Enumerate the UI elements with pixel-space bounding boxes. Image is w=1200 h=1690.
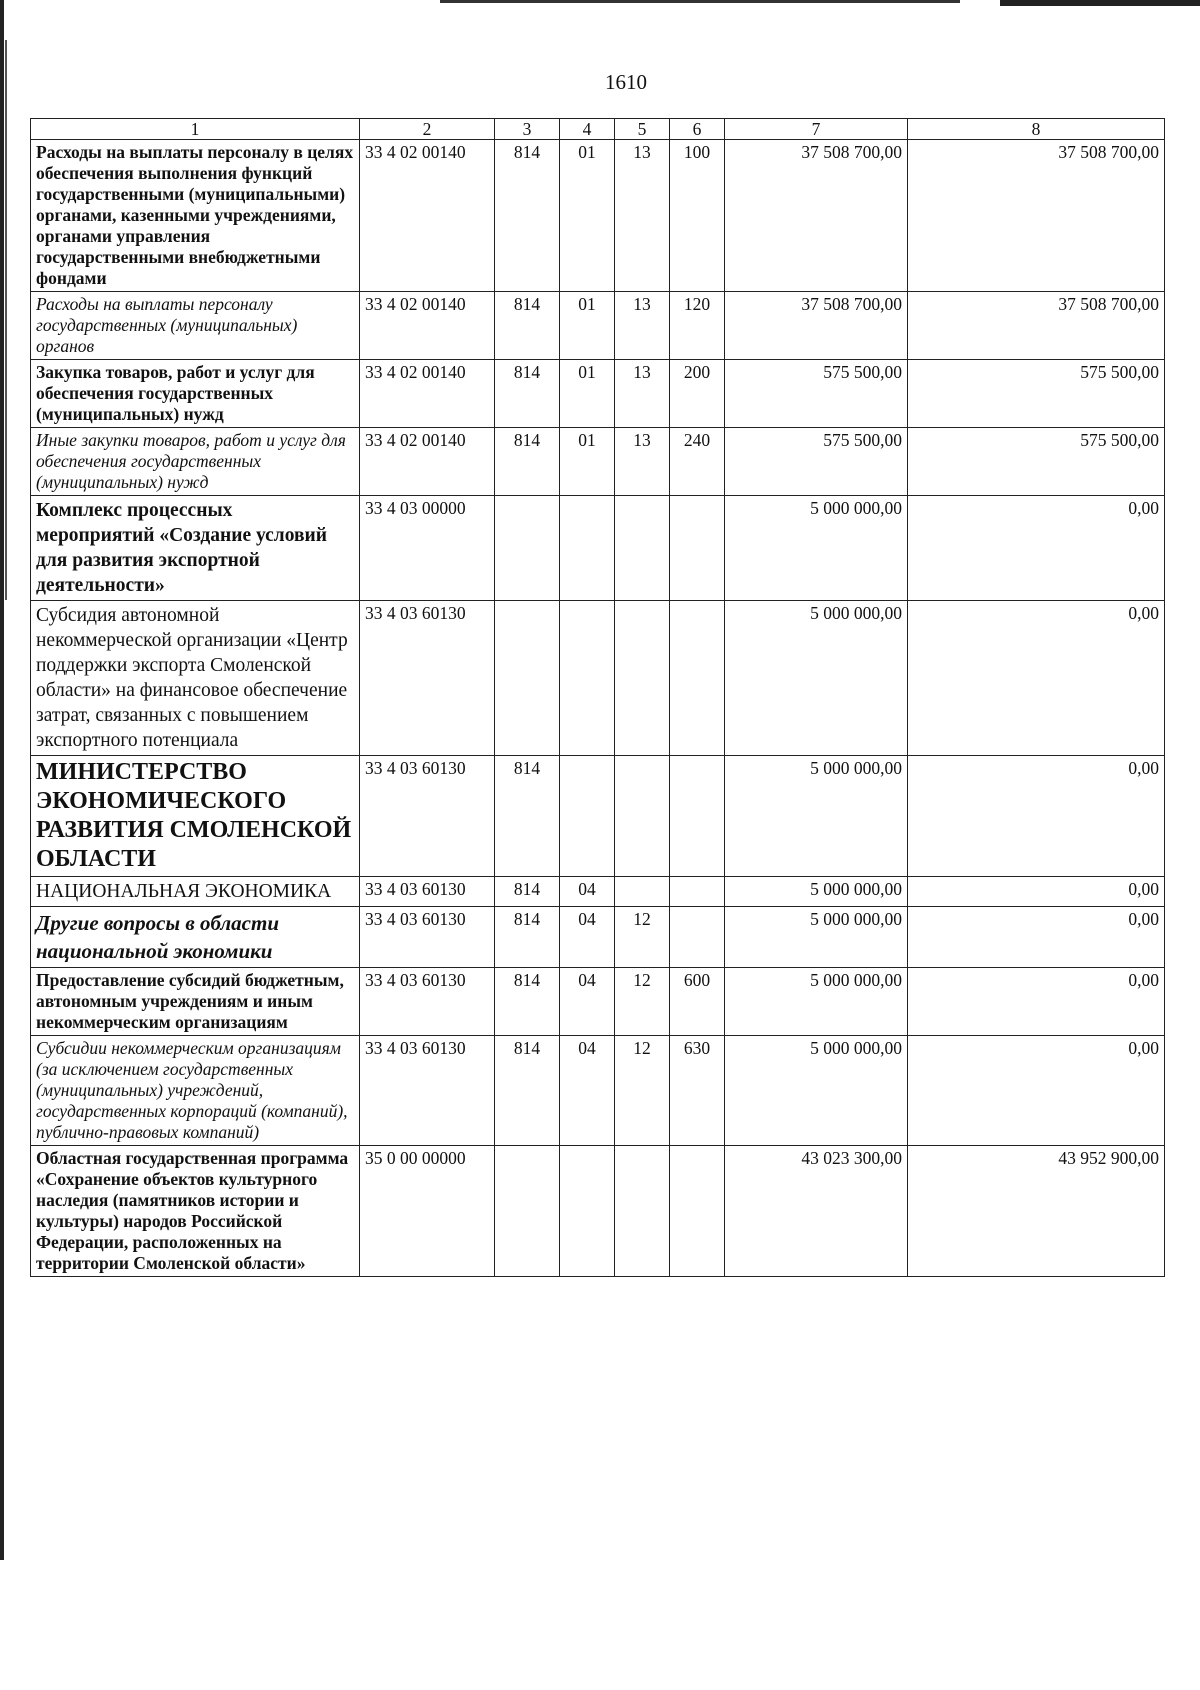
amount-col8-cell: 0,00 (908, 907, 1165, 968)
amount-col8-cell: 37 508 700,00 (908, 140, 1165, 292)
column-header: 8 (908, 119, 1165, 140)
section-code-cell (560, 1146, 615, 1277)
budget-table (30, 118, 1165, 1277)
amount-col7-cell: 5 000 000,00 (725, 496, 908, 601)
section-code-cell: 01 (560, 140, 615, 292)
expense-type-cell: 100 (670, 140, 725, 292)
page-number: 1610 (605, 70, 647, 94)
section-code-cell: 01 (560, 292, 615, 360)
section-code-cell: 01 (560, 360, 615, 428)
amount-col7-cell: 5 000 000,00 (725, 756, 908, 877)
row-name-cell: Расходы на выплаты персоналу государственных (муниципальных) органов (31, 292, 360, 360)
subsection-code-cell: 12 (615, 907, 670, 968)
amount-col7-cell: 5 000 000,00 (725, 877, 908, 907)
subsection-code-cell (615, 877, 670, 907)
table-row (31, 756, 1165, 877)
expense-type-cell (670, 756, 725, 877)
amount-col7-cell: 575 500,00 (725, 428, 908, 496)
scan-edge-top (440, 0, 960, 3)
amount-col8-cell: 575 500,00 (908, 428, 1165, 496)
target-code-cell: 33 4 03 60130 (360, 1036, 495, 1146)
target-code-cell: 33 4 03 60130 (360, 756, 495, 877)
column-number-row (31, 119, 1165, 140)
section-code-cell: 01 (560, 428, 615, 496)
department-code-cell: 814 (495, 428, 560, 496)
department-code-cell: 814 (495, 907, 560, 968)
table-row (31, 360, 1165, 428)
target-code-cell: 33 4 03 60130 (360, 877, 495, 907)
subsection-code-cell (615, 756, 670, 877)
department-code-cell: 814 (495, 877, 560, 907)
table-row (31, 496, 1165, 601)
scan-edge-top-right (1000, 0, 1200, 6)
subsection-code-cell (615, 601, 670, 756)
table-row (31, 601, 1165, 756)
department-code-cell (495, 601, 560, 756)
scan-edge-left-inner (5, 40, 7, 600)
target-code-cell: 33 4 02 00140 (360, 292, 495, 360)
amount-col7-cell: 5 000 000,00 (725, 1036, 908, 1146)
target-code-cell: 33 4 03 60130 (360, 907, 495, 968)
column-header: 1 (31, 119, 360, 140)
column-header: 5 (615, 119, 670, 140)
expense-type-cell: 630 (670, 1036, 725, 1146)
row-name-cell: Расходы на выплаты персоналу в целях обеспечения выполнения функций государственными (муниципальными) органами, казенными учреждениями, органами управления государственными внебюджетными фондами (31, 140, 360, 292)
target-code-cell: 33 4 03 60130 (360, 601, 495, 756)
department-code-cell: 814 (495, 1036, 560, 1146)
target-code-cell: 33 4 02 00140 (360, 140, 495, 292)
target-code-cell: 33 4 02 00140 (360, 360, 495, 428)
section-code-cell: 04 (560, 1036, 615, 1146)
table-row (31, 907, 1165, 968)
subsection-code-cell: 13 (615, 360, 670, 428)
target-code-cell: 33 4 03 60130 (360, 968, 495, 1036)
row-name-cell: НАЦИОНАЛЬНАЯ ЭКОНОМИКА (31, 877, 360, 907)
amount-col8-cell: 37 508 700,00 (908, 292, 1165, 360)
column-header: 6 (670, 119, 725, 140)
amount-col7-cell: 5 000 000,00 (725, 601, 908, 756)
department-code-cell: 814 (495, 968, 560, 1036)
expense-type-cell (670, 601, 725, 756)
amount-col8-cell: 0,00 (908, 968, 1165, 1036)
column-header: 7 (725, 119, 908, 140)
amount-col8-cell: 0,00 (908, 1036, 1165, 1146)
row-name-cell: Предоставление субсидий бюджетным, автономным учреждениям и иным некоммерческим организациям (31, 968, 360, 1036)
amount-col8-cell: 43 952 900,00 (908, 1146, 1165, 1277)
department-code-cell (495, 496, 560, 601)
subsection-code-cell: 13 (615, 140, 670, 292)
row-name-cell: Иные закупки товаров, работ и услуг для обеспечения государственных (муниципальных) нужд (31, 428, 360, 496)
row-name-cell: Закупка товаров, работ и услуг для обеспечения государственных (муниципальных) нужд (31, 360, 360, 428)
row-name-cell: Субсидии некоммерческим организациям (за исключением государственных (муниципальных) учреждений, государственных корпораций (компаний), публично-правовых компаний) (31, 1036, 360, 1146)
section-code-cell: 04 (560, 968, 615, 1036)
amount-col7-cell: 37 508 700,00 (725, 292, 908, 360)
row-name-cell: МИНИСТЕРСТВО ЭКОНОМИЧЕСКОГО РАЗВИТИЯ СМОЛЕНСКОЙ ОБЛАСТИ (31, 756, 360, 877)
section-code-cell: 04 (560, 907, 615, 968)
expense-type-cell: 600 (670, 968, 725, 1036)
department-code-cell: 814 (495, 140, 560, 292)
amount-col7-cell: 5 000 000,00 (725, 968, 908, 1036)
table-row (31, 1036, 1165, 1146)
department-code-cell: 814 (495, 360, 560, 428)
subsection-code-cell (615, 1146, 670, 1277)
section-code-cell (560, 601, 615, 756)
expense-type-cell (670, 1146, 725, 1277)
amount-col8-cell: 575 500,00 (908, 360, 1165, 428)
amount-col8-cell: 0,00 (908, 601, 1165, 756)
department-code-cell: 814 (495, 292, 560, 360)
section-code-cell (560, 496, 615, 601)
subsection-code-cell: 13 (615, 292, 670, 360)
amount-col7-cell: 37 508 700,00 (725, 140, 908, 292)
subsection-code-cell: 12 (615, 1036, 670, 1146)
amount-col7-cell: 43 023 300,00 (725, 1146, 908, 1277)
expense-type-cell: 120 (670, 292, 725, 360)
department-code-cell: 814 (495, 756, 560, 877)
table-row (31, 292, 1165, 360)
column-header: 2 (360, 119, 495, 140)
column-header: 3 (495, 119, 560, 140)
amount-col7-cell: 575 500,00 (725, 360, 908, 428)
table-row (31, 1146, 1165, 1277)
subsection-code-cell: 12 (615, 968, 670, 1036)
expense-type-cell (670, 496, 725, 601)
amount-col8-cell: 0,00 (908, 877, 1165, 907)
row-name-cell: Субсидия автономной некоммерческой организации «Центр поддержки экспорта Смоленской области» на финансовое обеспечение затрат, связанных с повышением экспортного потенциала (31, 601, 360, 756)
amount-col8-cell: 0,00 (908, 756, 1165, 877)
expense-type-cell (670, 907, 725, 968)
row-name-cell: Другие вопросы в области национальной экономики (31, 907, 360, 968)
amount-col7-cell: 5 000 000,00 (725, 907, 908, 968)
table-row (31, 877, 1165, 907)
row-name-cell: Областная государственная программа «Сохранение объектов культурного наследия (памятников истории и культуры) народов Российской Федерации, расположенных на территории Смоленской области» (31, 1146, 360, 1277)
subsection-code-cell (615, 496, 670, 601)
scan-edge-left (0, 0, 4, 1560)
department-code-cell (495, 1146, 560, 1277)
expense-type-cell: 240 (670, 428, 725, 496)
target-code-cell: 33 4 03 00000 (360, 496, 495, 601)
target-code-cell: 35 0 00 00000 (360, 1146, 495, 1277)
target-code-cell: 33 4 02 00140 (360, 428, 495, 496)
table-row (31, 140, 1165, 292)
table-row (31, 968, 1165, 1036)
section-code-cell: 04 (560, 877, 615, 907)
column-header: 4 (560, 119, 615, 140)
expense-type-cell: 200 (670, 360, 725, 428)
amount-col8-cell: 0,00 (908, 496, 1165, 601)
row-name-cell: Комплекс процессных мероприятий «Создание условий для развития экспортной деятельности» (31, 496, 360, 601)
table-row (31, 428, 1165, 496)
table-body (31, 140, 1165, 1277)
expense-type-cell (670, 877, 725, 907)
section-code-cell (560, 756, 615, 877)
subsection-code-cell: 13 (615, 428, 670, 496)
